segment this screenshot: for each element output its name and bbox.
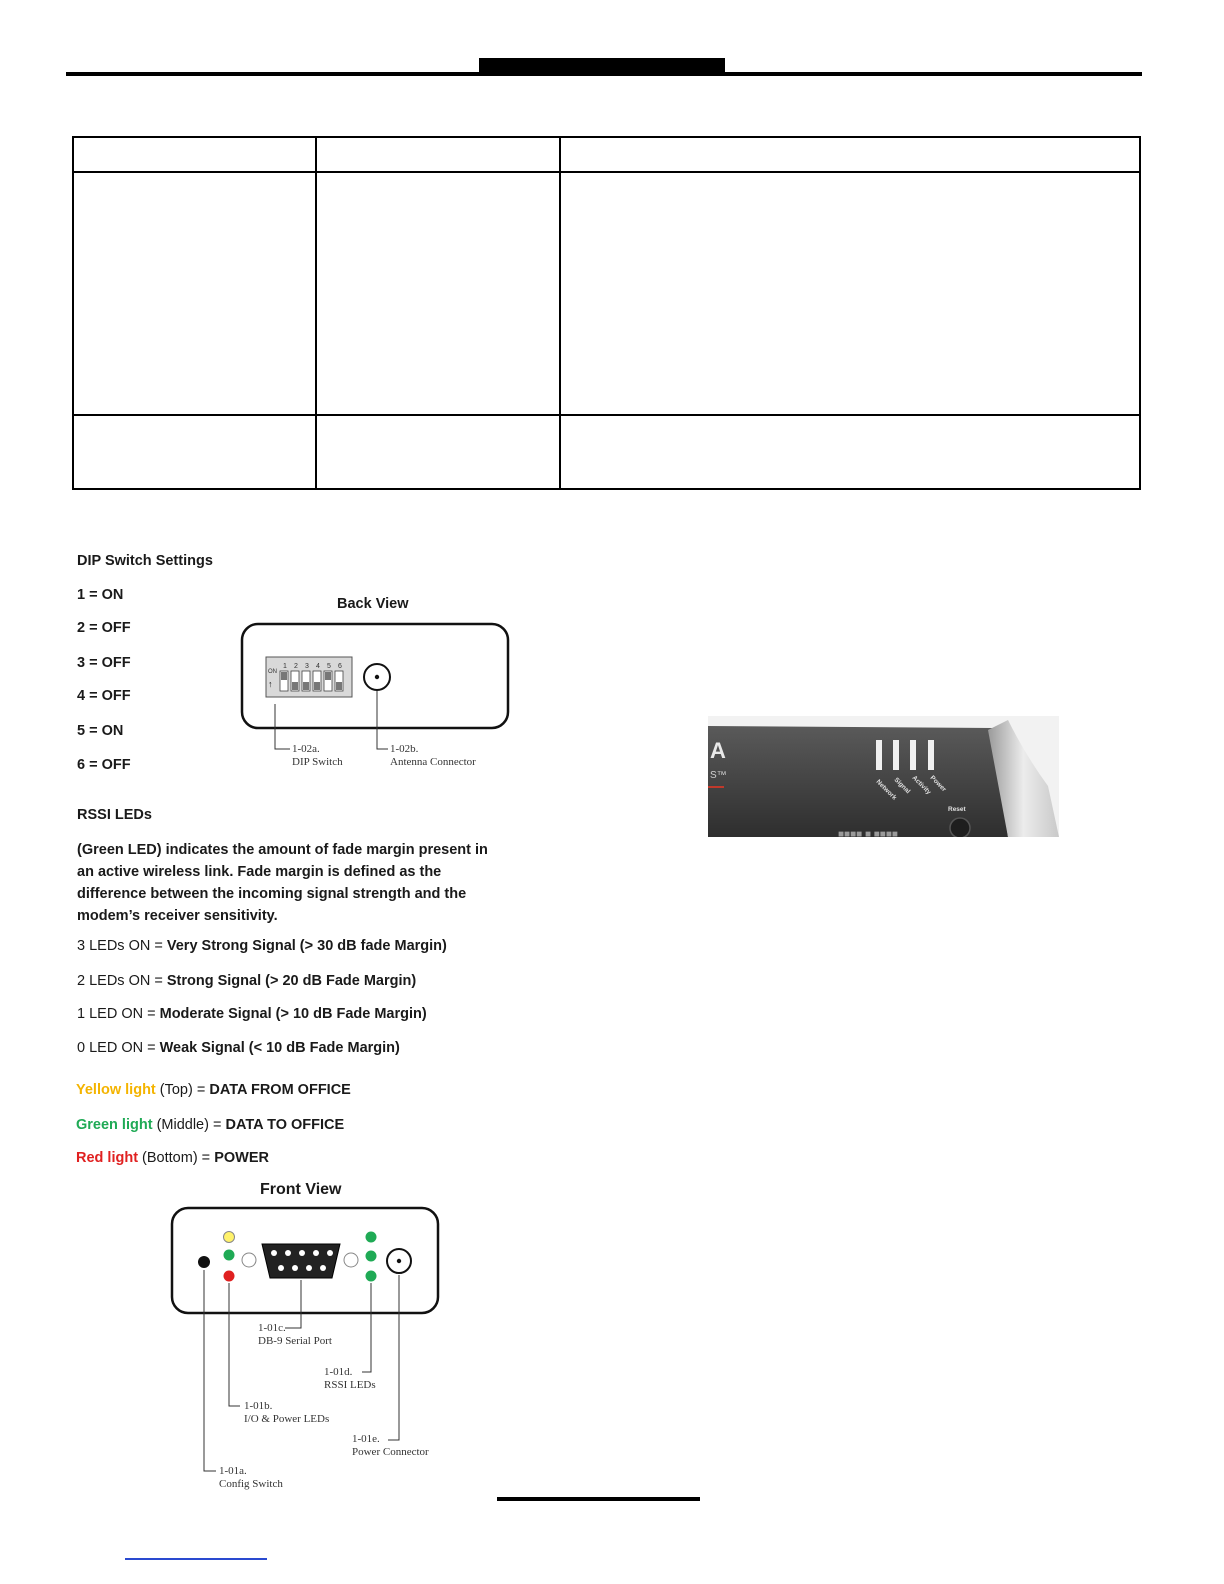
rssi-count: 1 LED ON = xyxy=(77,1006,160,1022)
rssi-count: 2 LEDs ON = xyxy=(77,973,167,989)
callout-id: 1-01d. xyxy=(324,1366,353,1378)
dip-number: 2 xyxy=(294,663,298,670)
dip-knob-off xyxy=(336,682,342,690)
led-slot xyxy=(876,740,882,770)
light-color-name: Red light xyxy=(76,1150,139,1166)
rssi-led-icon xyxy=(366,1251,377,1262)
callout-label: Antenna Connector xyxy=(390,756,476,768)
light-position: (Bottom) = xyxy=(138,1150,215,1166)
callout-dip-switch xyxy=(292,743,343,769)
screw-icon xyxy=(344,1253,358,1267)
dip-up-arrow: ↑ xyxy=(268,679,273,689)
rssi-desc: Strong Signal (> 20 dB Fade Margin) xyxy=(166,973,417,989)
light-meaning: DATA TO OFFICE xyxy=(225,1117,345,1133)
red-accent xyxy=(708,786,724,788)
trademark-fragment: S™ xyxy=(710,770,727,781)
light-color-name: Yellow light xyxy=(76,1082,156,1098)
led-label: Signal xyxy=(892,776,912,796)
config-switch-icon xyxy=(198,1256,210,1268)
dip-on-label: ON xyxy=(268,669,277,675)
table-cell xyxy=(316,172,560,415)
led-slot xyxy=(910,740,916,770)
rssi-level xyxy=(77,1040,400,1056)
callout-id: 1-02b. xyxy=(390,743,419,755)
brand-fragment: A xyxy=(710,738,726,763)
dip-item: 6 = OFF xyxy=(77,757,131,773)
rssi-count: 0 LED ON = xyxy=(77,1040,160,1056)
rssi-level xyxy=(77,1006,427,1022)
callout-label: RSSI LEDs xyxy=(324,1379,376,1391)
rssi-led-icon xyxy=(366,1271,377,1282)
callout-serial-port xyxy=(258,1322,332,1348)
db9-serial-port-icon xyxy=(262,1244,340,1278)
dip-item: 1 = ON xyxy=(77,587,124,603)
rssi-count: 3 LEDs ON = xyxy=(77,938,167,954)
table-cell xyxy=(316,137,560,172)
dip-item: 3 = OFF xyxy=(77,655,131,671)
dip-item: 5 = ON xyxy=(77,723,124,739)
callout-label: Power Connector xyxy=(352,1446,429,1458)
callout-id: 1-01a. xyxy=(219,1465,247,1477)
table-cell xyxy=(560,415,1140,489)
antenna-pin xyxy=(375,675,379,679)
table-cell xyxy=(73,172,316,415)
dip-number: 4 xyxy=(316,663,320,670)
light-position: (Top) = xyxy=(155,1082,210,1098)
rssi-level xyxy=(77,973,416,989)
dip-item: 2 = OFF xyxy=(77,620,131,636)
dip-number: 6 xyxy=(338,663,342,670)
table-cell xyxy=(560,137,1140,172)
callout-io-power-leds xyxy=(244,1400,329,1426)
callout-id: 1-01e. xyxy=(352,1433,380,1445)
callout-label: I/O & Power LEDs xyxy=(244,1413,330,1425)
led-slot xyxy=(893,740,899,770)
dip-number: 3 xyxy=(305,663,309,670)
callout-label: DB-9 Serial Port xyxy=(258,1335,332,1347)
table-cell xyxy=(73,415,316,489)
power-pin xyxy=(397,1259,401,1263)
callout-id: 1-01b. xyxy=(244,1400,273,1412)
led-label: Network xyxy=(874,778,898,802)
table-row xyxy=(73,415,1140,489)
rssi-level xyxy=(77,938,447,954)
back-view-title: Back View xyxy=(337,596,409,612)
screw-icon xyxy=(242,1253,256,1267)
callout-config-switch xyxy=(219,1465,283,1491)
front-view-title: Front View xyxy=(260,1181,342,1198)
model-text-fragment: ■■■■ ■ ■■■■ xyxy=(838,829,898,837)
led-label: Power xyxy=(928,774,948,794)
light-position: (Middle) = xyxy=(152,1117,226,1133)
rssi-title: RSSI LEDs xyxy=(77,807,152,823)
back-view-diagram xyxy=(230,615,520,780)
dip-title: DIP Switch Settings xyxy=(77,553,213,569)
footer-link-underline[interactable] xyxy=(125,1558,267,1560)
callout-label: DIP Switch xyxy=(292,756,343,768)
light-color-name: Green light xyxy=(76,1117,153,1133)
light-meaning: DATA FROM OFFICE xyxy=(209,1082,351,1098)
table-header-row xyxy=(73,137,1140,172)
table-cell xyxy=(316,415,560,489)
rssi-desc: Very Strong Signal (> 30 dB fade Margin) xyxy=(166,938,447,954)
dip-number: 1 xyxy=(283,663,287,670)
table-row xyxy=(73,172,1140,415)
rssi-desc: Moderate Signal (> 10 dB Fade Margin) xyxy=(159,1006,427,1022)
callout-power-connector xyxy=(352,1433,429,1459)
reset-label: Reset xyxy=(948,806,966,813)
dip-knob-off xyxy=(303,682,309,690)
green-led-icon xyxy=(224,1250,235,1261)
callout-rssi-leds xyxy=(324,1366,376,1392)
dip-number: 5 xyxy=(327,663,331,670)
rssi-led-icon xyxy=(366,1232,377,1243)
callout-antenna xyxy=(390,743,476,769)
header-tab-bar xyxy=(479,58,725,74)
dip-item: 4 = OFF xyxy=(77,688,131,704)
dip-knob-on xyxy=(325,672,331,680)
footer-rule xyxy=(497,1497,700,1501)
spec-table xyxy=(72,136,1141,490)
light-legend-green xyxy=(76,1117,344,1133)
led-label: Activity xyxy=(910,774,933,797)
rssi-desc: Weak Signal (< 10 dB Fade Margin) xyxy=(159,1040,400,1056)
dip-knob-on xyxy=(281,672,287,680)
light-meaning: POWER xyxy=(214,1150,269,1166)
dip-knob-off xyxy=(314,682,320,690)
reset-button-icon xyxy=(950,818,970,837)
table-cell xyxy=(73,137,316,172)
light-legend-yellow xyxy=(76,1082,351,1098)
table-cell xyxy=(560,172,1140,415)
callout-id: 1-01c. xyxy=(258,1322,286,1334)
device-photo xyxy=(708,716,1059,837)
yellow-led-icon xyxy=(224,1232,235,1243)
callout-id: 1-02a. xyxy=(292,743,320,755)
rssi-description: (Green LED) indicates the amount of fade margin present in an active wireless link. Fade margin is defined as the difference between the incoming signal strength and the modem’s receiver sensitivity. xyxy=(77,842,488,924)
dip-knob-off xyxy=(292,682,298,690)
callout-label: Config Switch xyxy=(219,1478,283,1490)
light-legend-red xyxy=(76,1150,269,1166)
red-led-icon xyxy=(224,1271,235,1282)
led-slot xyxy=(928,740,934,770)
